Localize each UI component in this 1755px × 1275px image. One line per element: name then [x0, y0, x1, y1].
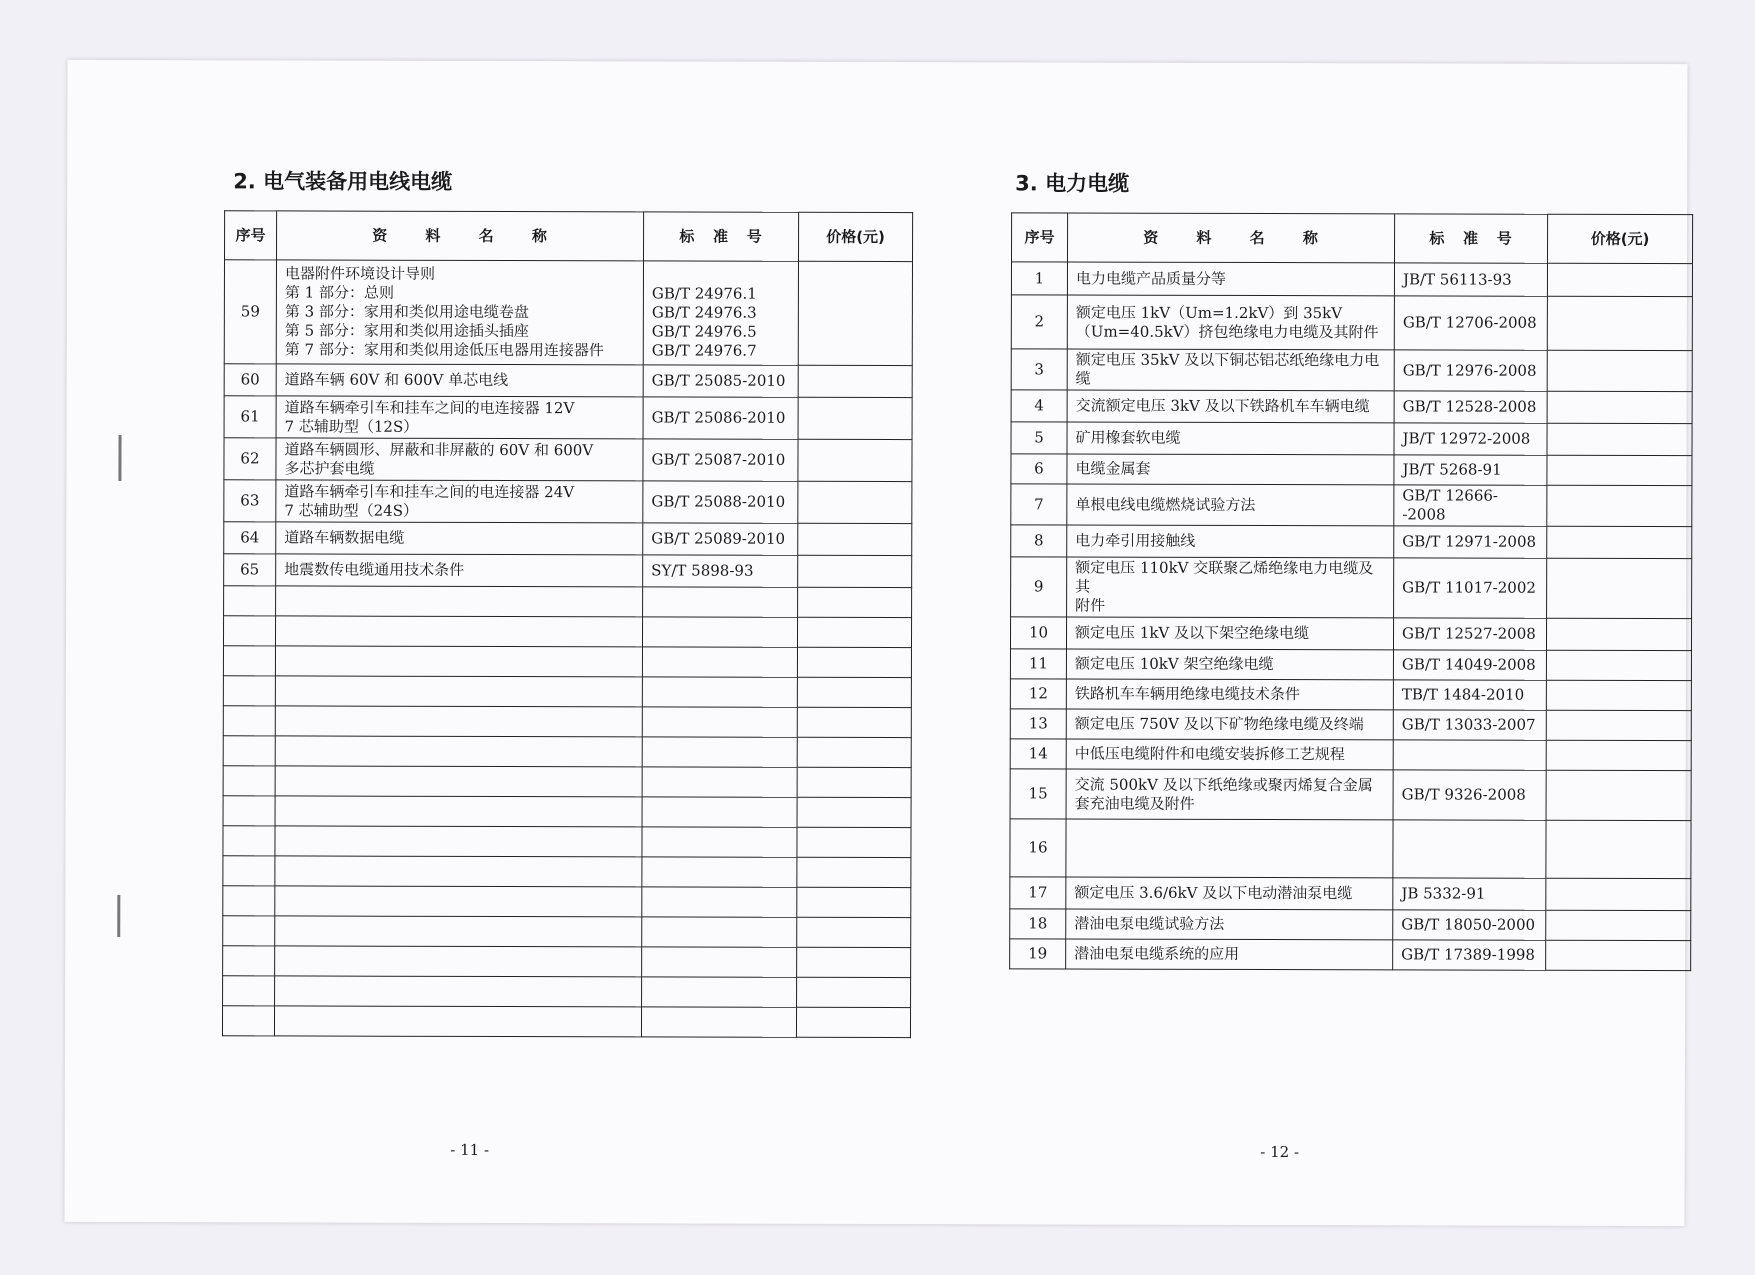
col-header-standard: 标 准 号: [1394, 214, 1547, 263]
table-row: [223, 946, 911, 978]
cell-name: 额定电压 10kV 架空绝缘电缆: [1066, 649, 1393, 680]
cell-name: [275, 796, 642, 827]
cell-standard: [642, 767, 797, 797]
table-row: [1010, 877, 1691, 911]
cell-standard: [642, 647, 797, 677]
table-row: [1010, 709, 1691, 741]
cell-name: [275, 616, 642, 647]
cell-name: 交流 500kV 及以下纸绝缘或聚丙烯复合金属 套充油电缆及附件: [1066, 769, 1393, 820]
table-row: [223, 826, 911, 858]
cell-price: [1547, 455, 1692, 485]
standards-table: [1009, 212, 1693, 971]
cell-name: [275, 976, 642, 1007]
cell-no: [223, 736, 275, 766]
col-header-price: 价格(元): [1547, 214, 1692, 263]
cell-price: [1547, 391, 1692, 423]
cell-standard: GB/T 18050-2000: [1393, 910, 1546, 940]
cell-standard: [642, 887, 797, 917]
cell-name: 电力电缆产品质量分等: [1067, 262, 1394, 296]
cell-standard: GB/T 11017-2002: [1394, 558, 1547, 618]
cell-name: [275, 766, 642, 797]
cell-name: 道路车辆牵引车和挂车之间的电连接器 12V 7 芯辅助型（12S）: [276, 396, 643, 439]
cell-no: 11: [1010, 649, 1066, 679]
cell-price: [1547, 558, 1692, 618]
cell-standard: JB/T 56113-93: [1394, 263, 1547, 296]
cell-no: 5: [1011, 422, 1067, 454]
table-header-row: [1011, 213, 1692, 264]
section-title: 3. 电力电缆: [1015, 171, 1130, 196]
cell-name: 铁路机车车辆用绝缘电缆技术条件: [1066, 679, 1393, 710]
cell-no: 10: [1010, 617, 1066, 649]
cell-standard: GB/T 12971-2008: [1394, 526, 1547, 558]
col-header-no: 序号: [225, 211, 277, 260]
cell-name: [275, 736, 642, 767]
table-row: [223, 646, 911, 678]
cell-standard: [642, 707, 797, 737]
table-row: [1010, 679, 1691, 711]
cell-standard: JB 5332-91: [1393, 878, 1546, 910]
cell-no: 17: [1010, 877, 1066, 909]
cell-no: [223, 676, 275, 706]
cell-name: 潜油电泵电缆试验方法: [1066, 909, 1393, 940]
table-row: [223, 616, 911, 648]
cell-no: 1: [1011, 262, 1067, 295]
table-row: [1011, 349, 1692, 392]
table-row: [223, 766, 911, 798]
cell-price: [1546, 680, 1691, 710]
table-row: [1011, 525, 1692, 559]
cell-no: 60: [224, 364, 276, 396]
cell-name: [275, 826, 642, 857]
cell-standard: GB/T 25085-2010: [643, 365, 798, 397]
cell-no: 63: [224, 480, 276, 522]
cell-name: 单根电线电缆燃烧试验方法: [1067, 484, 1394, 526]
col-header-no: 序号: [1011, 213, 1067, 262]
cell-standard: GB/T 25087-2010: [643, 439, 798, 481]
cell-no: 8: [1011, 525, 1067, 557]
cell-standard: JB/T 12972-2008: [1394, 423, 1547, 455]
cell-no: 13: [1010, 709, 1066, 739]
page-right: [874, 62, 1687, 1226]
table-row: [224, 396, 912, 440]
cell-price: [1546, 770, 1691, 820]
booklet-spread: [64, 60, 1687, 1226]
table-row: [1010, 819, 1691, 879]
cell-standard: [642, 977, 797, 1007]
cell-no: [224, 586, 276, 616]
cell-no: 59: [224, 260, 276, 364]
table-row: [1011, 484, 1692, 527]
cell-standard: GB/T 12527-2008: [1393, 618, 1546, 650]
cell-no: 6: [1011, 454, 1067, 484]
cell-no: [223, 646, 275, 676]
table-row: [1011, 557, 1692, 619]
cell-name: 额定电压 750V 及以下矿物绝缘电缆及终端: [1066, 709, 1393, 740]
cell-no: 3: [1011, 349, 1067, 390]
cell-no: 65: [224, 554, 276, 586]
page-number: - 11 -: [450, 1140, 490, 1159]
cell-price: [1547, 350, 1692, 391]
cell-name: 道路车辆 60V 和 600V 单芯电线: [276, 364, 643, 397]
cell-name: [275, 646, 642, 677]
cell-name: 电器附件环境设计导则 第 1 部分：总则 第 3 部分：家用和类似用途电缆卷盘 第 5 部分：家用和类似用途插头插座 第 7 部分：家用和类似用途低压电器用连接器件: [276, 260, 643, 365]
table-row: [223, 676, 911, 708]
standards-table: [222, 210, 913, 1038]
cell-name: [1066, 819, 1393, 878]
cell-price: [1546, 910, 1691, 940]
cell-no: [223, 946, 275, 976]
cell-name: [275, 946, 642, 977]
cell-standard: [642, 617, 797, 647]
cell-name: 潜油电泵电缆系统的应用: [1066, 939, 1393, 970]
cell-no: [223, 706, 275, 736]
cell-standard: [1393, 820, 1546, 878]
cell-standard: [642, 947, 797, 977]
cell-standard: TB/T 1484-2010: [1393, 680, 1546, 710]
cell-name: [275, 856, 642, 887]
cell-standard: [1393, 740, 1546, 770]
cell-standard: GB/T 25086-2010: [643, 397, 798, 439]
table-row: [223, 976, 911, 1008]
cell-no: 62: [224, 438, 276, 480]
cell-name: 额定电压 3.6/6kV 及以下电动潜油泵电缆: [1066, 877, 1393, 910]
cell-name: 电力牵引用接触线: [1067, 525, 1394, 558]
cell-no: 16: [1010, 819, 1066, 877]
cell-name: [274, 1006, 641, 1037]
col-header-price: 价格(元): [798, 212, 912, 261]
col-header-name: 资 料 名 称: [277, 211, 644, 261]
cell-standard: [642, 827, 797, 857]
table-row: [1010, 939, 1691, 971]
cell-no: 61: [224, 396, 276, 438]
cell-standard: GB/T 13033-2007: [1393, 710, 1546, 740]
cell-name: [275, 706, 642, 737]
table-row: [223, 916, 911, 948]
cell-no: 64: [224, 522, 276, 554]
cell-name: 道路车辆牵引车和挂车之间的电连接器 24V 7 芯辅助型（24S）: [276, 480, 643, 523]
cell-no: [223, 616, 275, 646]
cell-no: [223, 766, 275, 796]
cell-standard: [642, 857, 797, 887]
cell-name: 道路车辆圆形、屏蔽和非屏蔽的 60V 和 600V 多芯护套电缆: [276, 438, 643, 481]
cell-no: 2: [1011, 295, 1067, 349]
cell-standard: GB/T 25089-2010: [643, 523, 798, 555]
cell-name: 道路车辆数据电缆: [276, 522, 643, 555]
col-header-standard: 标 准 号: [643, 212, 798, 261]
cell-standard: GB/T 14049-2008: [1393, 650, 1546, 680]
cell-no: [222, 1006, 274, 1036]
cell-standard: [641, 1007, 796, 1037]
cell-price: [1547, 485, 1692, 526]
cell-no: [223, 856, 275, 886]
table-header-row: [225, 211, 913, 262]
cell-name: 额定电压 110kV 交联聚乙烯绝缘电力电缆及其 附件: [1067, 557, 1394, 618]
cell-price: [1547, 526, 1692, 558]
cell-no: 19: [1010, 939, 1066, 969]
cell-name: 中低压电缆附件和电缆安装拆修工艺规程: [1066, 739, 1393, 770]
cell-name: 额定电压 1kV（Um=1.2kV）到 35kV （Um=40.5kV）挤包绝缘电力电缆及其附件: [1067, 295, 1394, 350]
cell-price: [1547, 423, 1692, 455]
cell-no: [223, 886, 275, 916]
page-left: [64, 60, 885, 1224]
cell-price: [1546, 820, 1691, 878]
table-row: [223, 736, 911, 768]
table-row: [1010, 617, 1691, 651]
cell-no: 7: [1011, 484, 1067, 525]
cell-name: 交流额定电压 3kV 及以下铁路机车车辆电缆: [1067, 390, 1394, 423]
table-row: [223, 706, 911, 738]
cell-standard: SY/T 5898-93: [643, 555, 798, 587]
cell-name: 电缆金属套: [1067, 454, 1394, 485]
col-header-name: 资 料 名 称: [1067, 213, 1394, 263]
cell-standard: GB/T 12976-2008: [1394, 350, 1547, 391]
cell-standard: [643, 587, 798, 617]
cell-price: [1546, 650, 1691, 680]
table-row: [1011, 390, 1692, 424]
table-row: [222, 1006, 910, 1038]
cell-price: [1546, 618, 1691, 650]
cell-no: 9: [1011, 557, 1067, 617]
cell-no: 18: [1010, 909, 1066, 939]
cell-price: [1546, 878, 1691, 910]
cell-standard: [642, 797, 797, 827]
cell-name: 矿用橡套软电缆: [1067, 422, 1394, 455]
cell-no: [223, 826, 275, 856]
table-row: [223, 856, 911, 888]
cell-standard: GB/T 12528-2008: [1394, 391, 1547, 423]
cell-name: [275, 886, 642, 917]
table-row: [223, 796, 911, 828]
cell-name: [275, 916, 642, 947]
cell-standard: GB/T 25088-2010: [643, 481, 798, 523]
cell-price: [1546, 940, 1691, 970]
cell-price: [1547, 263, 1692, 296]
table-row: [224, 522, 912, 556]
cell-standard: JB/T 5268-91: [1394, 455, 1547, 485]
cell-no: 12: [1010, 679, 1066, 709]
cell-no: 15: [1010, 769, 1066, 819]
cell-no: 4: [1011, 390, 1067, 422]
cell-standard: [642, 737, 797, 767]
table-row: [224, 438, 912, 482]
table-row: [1010, 739, 1691, 771]
cell-standard: [642, 677, 797, 707]
table-row: [1011, 262, 1692, 297]
table-row: [224, 554, 912, 588]
table-row: [1010, 649, 1691, 681]
cell-standard: GB/T 17389-1998: [1393, 940, 1546, 970]
cell-no: [223, 976, 275, 1006]
cell-name: [275, 676, 642, 707]
cell-price: [1547, 296, 1692, 350]
table-row: [1010, 769, 1691, 821]
cell-price: [1546, 710, 1691, 740]
cell-name: 额定电压 35kV 及以下铜芯铝芯纸绝缘电力电缆: [1067, 349, 1394, 391]
table-row: [224, 260, 912, 366]
cell-standard: GB/T 12666--2008: [1394, 485, 1547, 526]
table-row: [223, 886, 911, 918]
cell-standard: GB/T 12706-2008: [1394, 296, 1547, 350]
cell-price: [1546, 740, 1691, 770]
cell-standard: GB/T 24976.1 GB/T 24976.3 GB/T 24976.5 GB/T 24976.7: [643, 261, 798, 365]
cell-name: 地震数传电缆通用技术条件: [276, 554, 643, 587]
table-row: [224, 364, 912, 398]
cell-no: [223, 796, 275, 826]
table-row: [1011, 295, 1692, 351]
cell-no: [223, 916, 275, 946]
cell-standard: [642, 917, 797, 947]
table-row: [1011, 454, 1692, 486]
table-row: [1011, 422, 1692, 456]
section-title: 2. 电气装备用电线电缆: [233, 169, 453, 194]
cell-no: 14: [1010, 739, 1066, 769]
table-row: [1010, 909, 1691, 941]
table-row: [224, 586, 912, 618]
table-row: [224, 480, 912, 524]
page-number: - 12 -: [1260, 1143, 1300, 1162]
cell-standard: GB/T 9326-2008: [1393, 770, 1546, 820]
cell-name: [276, 586, 643, 617]
cell-name: 额定电压 1kV 及以下架空绝缘电缆: [1066, 617, 1393, 650]
